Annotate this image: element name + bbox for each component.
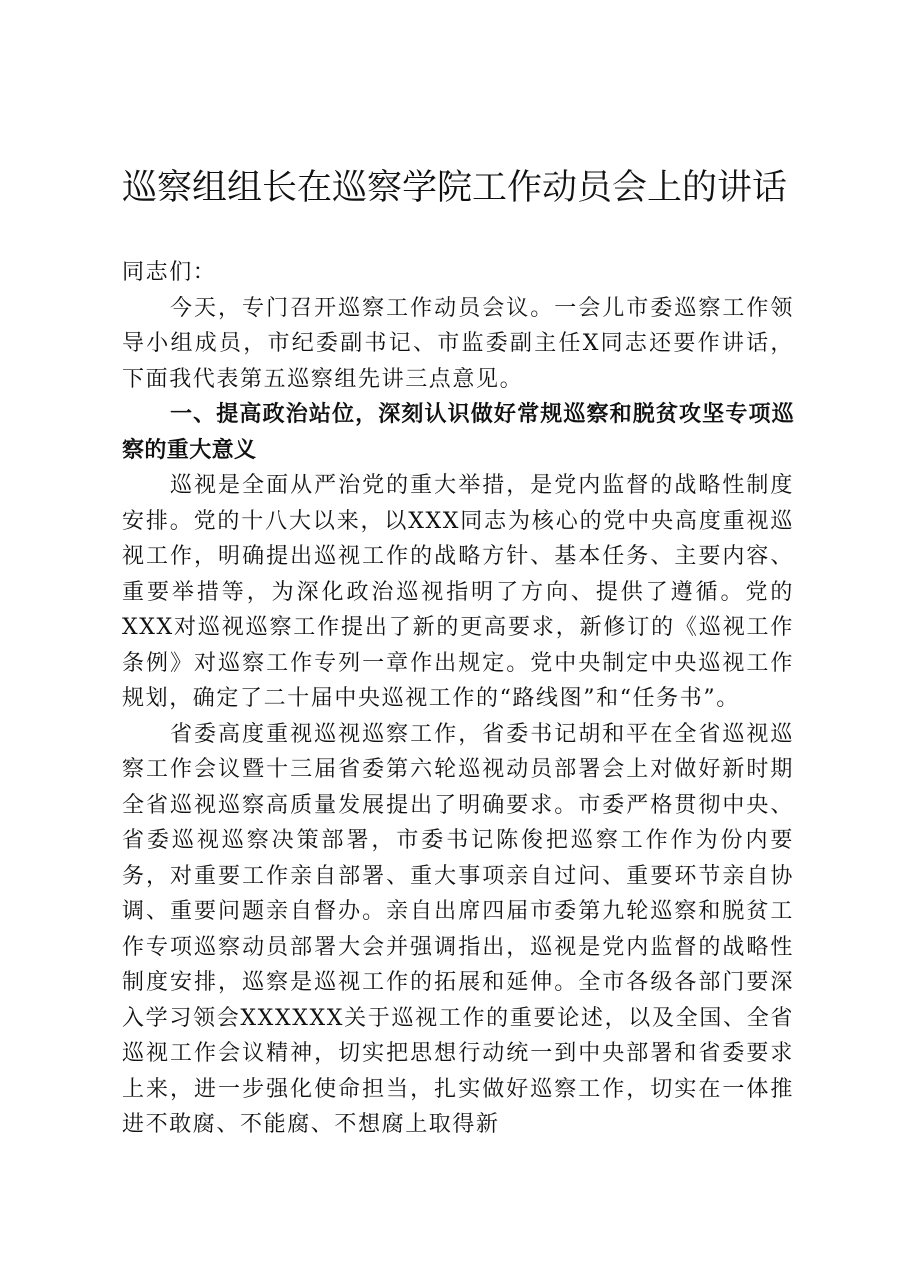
paragraph-provincial-requirements: 省委高度重视巡视巡察工作，省委书记胡和平在全省巡视巡察工作会议暨十三届省委第六轮巡视动员部署会上对做好新时期全省巡视巡察高质量发展提出了明确要求。市委严格贯彻中央、省委巡视巡察决策部署，市委书记陈俊把巡察工作作为份内要务，对重要工作亲自部署、重大事项亲自过问、重要环节亲自协调、重要问题亲自督办。亲自出席四届市委第九轮巡察和脱贫工作专项巡察动员部署大会并强调指出，巡视是党内监督的战略性制度安排，巡察是巡视工作的拓展和延伸。全市各级各部门要深入学习领会XXXXXX关于巡视工作的重要论述，以及全国、全省巡视工作会议精神，切实把思想行动统一到中央部署和省委要求上来，进一步强化使命担当，扎实做好巡察工作，切实在一体推进不敢腐、不能腐、不想腐上取得新	[122, 721, 794, 1137]
document-title: 巡察组组长在巡察学院工作动员会上的讲话	[121, 168, 787, 208]
paragraph-inspection-significance: 巡视是全面从严治党的重大举措，是党内监督的战略性制度安排。党的十八大以来，以XXX同志为核心的党中央高度重视巡视工作，明确提出巡视工作的战略方针、基本任务、主要内容、重要举措等，为深化政治巡视指明了方向、提供了遵循。党的XXX对巡视巡察工作提出了新的更高要求，新修订的《巡视工作条例》对巡察工作专列一章作出规定。党中央制定中央巡视工作规划，确定了二十届中央巡视工作的“路线图”和“任务书”。	[122, 473, 794, 711]
salutation: 同志们：	[122, 260, 217, 285]
document-body	[122, 255, 794, 1143]
section-heading-1: 一、提高政治站位，深刻认识做好常规巡察和脱贫攻坚专项巡察的重大意义	[122, 402, 794, 463]
paragraph-opening: 今天，专门召开巡察工作动员会议。一会儿市委巡察工作领导小组成员，市纪委副书记、市监委副主任X同志还要作讲话，下面我代表第五巡察组先讲三点意见。	[122, 295, 794, 392]
